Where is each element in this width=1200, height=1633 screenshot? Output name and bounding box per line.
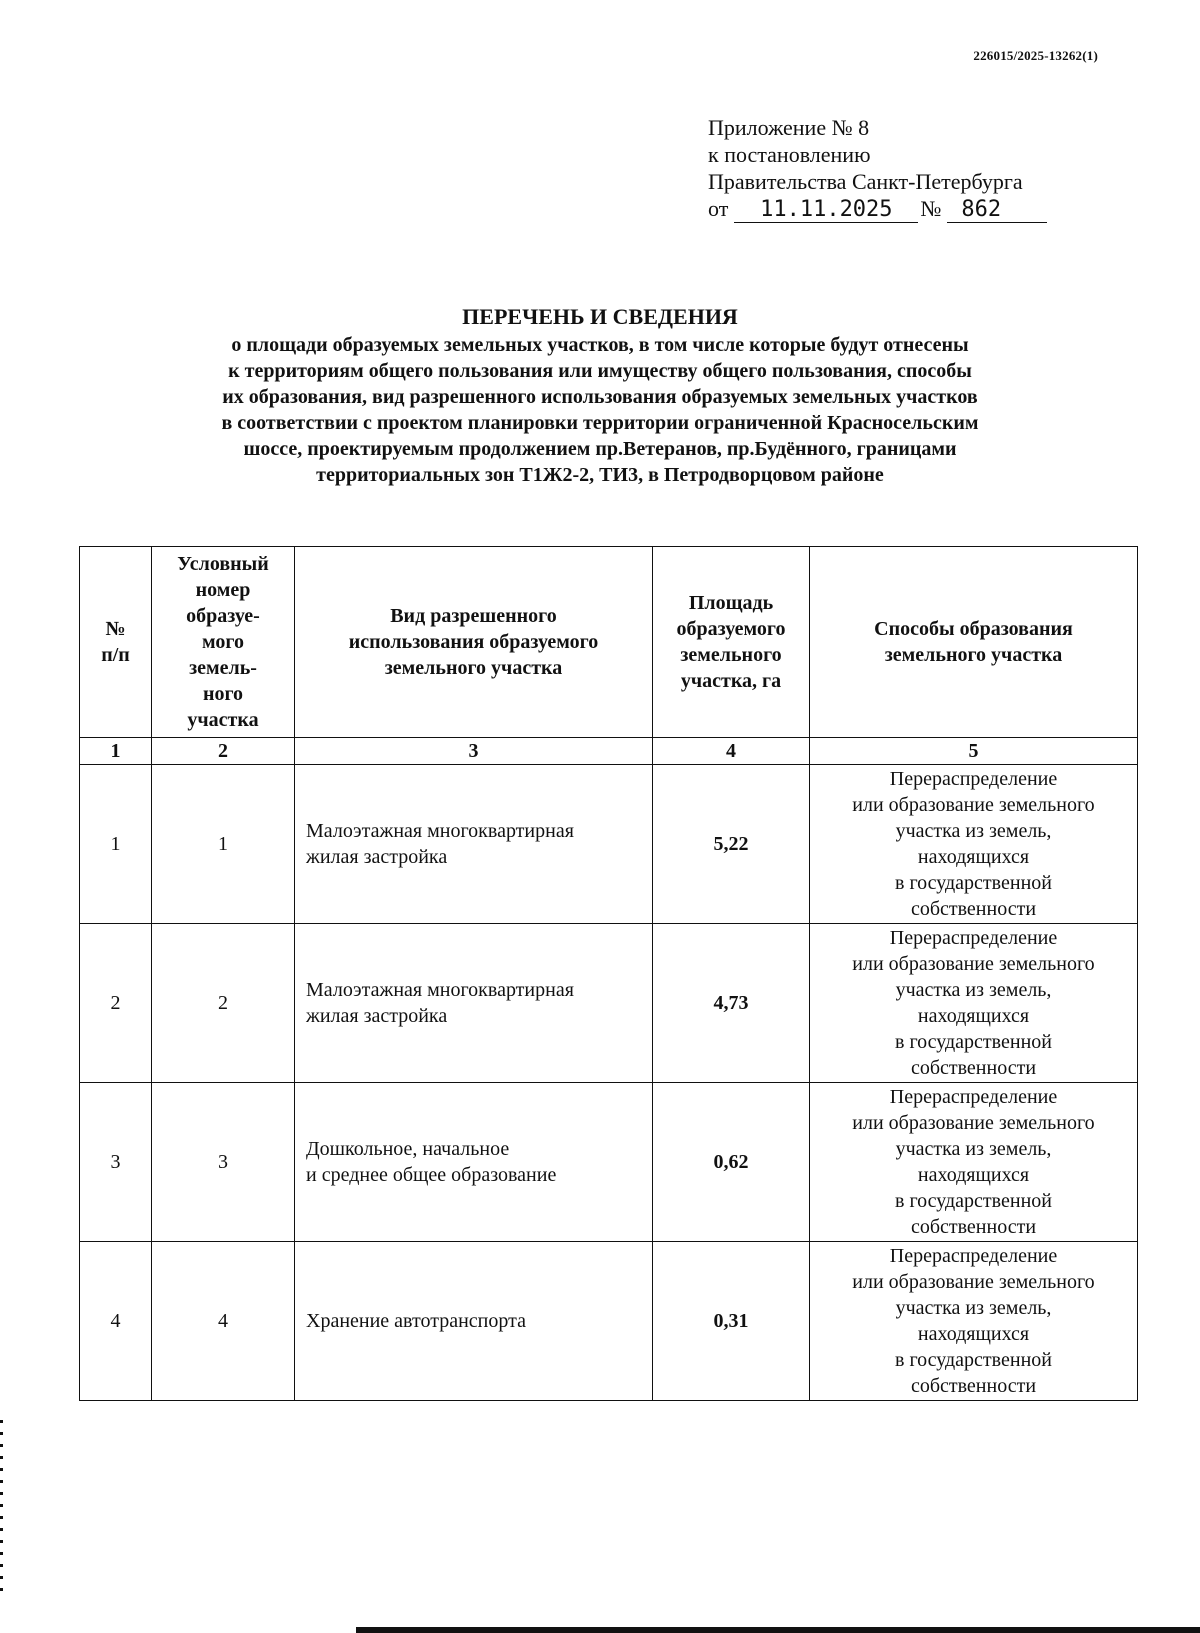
plot-area: 0,62 [653,1083,810,1242]
row-number: 3 [80,1083,152,1242]
table-row [80,765,1138,924]
formation-method: Перераспределение или образование земельного участка из земель, находящихся в государственной собственности [810,765,1138,924]
scan-edge-marks [0,1420,3,1600]
row-number: 4 [80,1242,152,1401]
appendix-date-line [708,195,1047,223]
appendix-line-1: Приложение № 8 [708,115,870,140]
column-number: 2 [152,738,295,765]
land-plots-table [79,546,1138,1401]
table-row [80,1083,1138,1242]
column-number: 1 [80,738,152,765]
document-title: ПЕРЕЧЕНЬ И СВЕДЕНИЯ [462,304,738,329]
resolution-number: 862 [947,199,1047,223]
subtitle-line: к территориям общего пользования или имуществу общего пользования, способы [228,360,972,382]
column-number: 5 [810,738,1138,765]
subtitle-line: о площади образуемых земельных участков, в том числе которые будут отнесены [231,334,969,356]
row-number: 2 [80,924,152,1083]
row-number: 1 [80,765,152,924]
plot-area: 0,31 [653,1242,810,1401]
subtitle-line: их образования, вид разрешенного использования образуемых земельных участков [222,386,978,408]
formation-method: Перераспределение или образование земельного участка из земель, находящихся в государственной собственности [810,924,1138,1083]
appendix-block [708,114,1047,223]
date-prefix: от [708,196,729,221]
header-area: Площадь образуемого земельного участка, га [653,547,810,738]
header-formation-method: Способы образования земельного участка [810,547,1138,738]
plot-number: 3 [152,1083,295,1242]
number-sign: № [920,196,942,221]
document-subtitle [80,332,1120,488]
table-row [80,1242,1138,1401]
plot-number: 4 [152,1242,295,1401]
header-plot-number: Условный номер образуе- мого земель- ного участка [152,547,295,738]
appendix-line-3: Правительства Санкт-Петербурга [708,169,1023,194]
subtitle-line: в соответствии с проектом планировки территории ограниченной Красносельским [221,412,979,434]
appendix-line-2: к постановлению [708,142,871,167]
table-row [80,924,1138,1083]
plot-area: 4,73 [653,924,810,1083]
document-id: 226015/2025-13262(1) [973,48,1098,63]
plot-number: 1 [152,765,295,924]
plot-area: 5,22 [653,765,810,924]
formation-method: Перераспределение или образование земельного участка из земель, находящихся в государственной собственности [810,1242,1138,1401]
resolution-date: 11.11.2025 [734,199,918,223]
permitted-use: Малоэтажная многоквартирная жилая застройка [295,924,653,1083]
header-row-number: № п/п [80,547,152,738]
subtitle-line: территориальных зон Т1Ж2-2, ТИ3, в Петродворцовом районе [316,464,884,486]
column-number: 3 [295,738,653,765]
permitted-use: Хранение автотранспорта [295,1242,653,1401]
formation-method: Перераспределение или образование земельного участка из земель, находящихся в государственной собственности [810,1083,1138,1242]
plot-number: 2 [152,924,295,1083]
permitted-use: Малоэтажная многоквартирная жилая застройка [295,765,653,924]
column-numbering-row [80,738,1138,765]
column-number: 4 [653,738,810,765]
subtitle-line: шоссе, проектируемым продолжением пр.Ветеранов, пр.Будённого, границами [243,438,957,460]
table-header-row [80,547,1138,738]
scan-bottom-edge [356,1627,1200,1633]
title-block [80,304,1120,488]
permitted-use: Дошкольное, начальное и среднее общее образование [295,1083,653,1242]
header-permitted-use: Вид разрешенного использования образуемого земельного участка [295,547,653,738]
